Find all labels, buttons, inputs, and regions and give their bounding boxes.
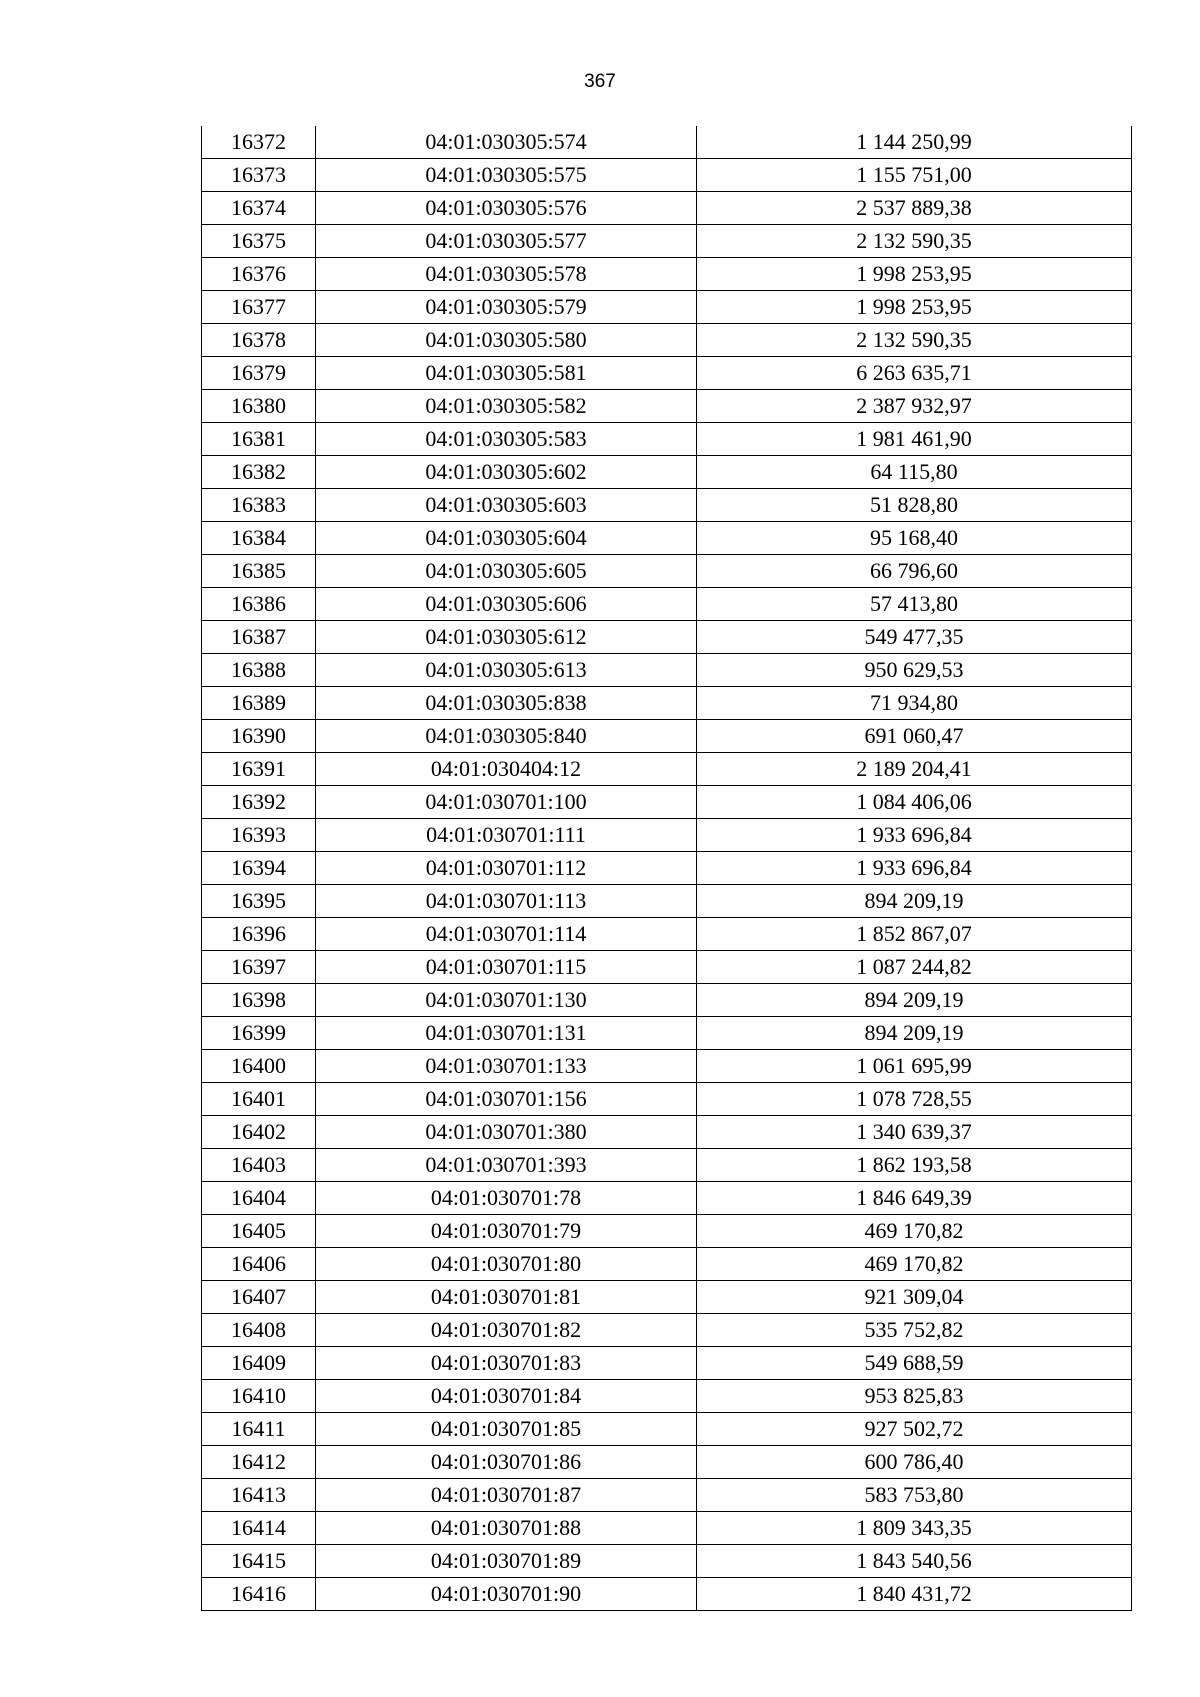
row-number-cell: 16411 [202,1413,316,1446]
cadastral-number-cell: 04:01:030701:79 [316,1215,697,1248]
row-number-cell: 16390 [202,720,316,753]
row-number-cell: 16408 [202,1314,316,1347]
row-number-cell: 16413 [202,1479,316,1512]
row-number-cell: 16409 [202,1347,316,1380]
cadastral-number-cell: 04:01:030305:577 [316,225,697,258]
row-number-cell: 16381 [202,423,316,456]
row-number-cell: 16380 [202,390,316,423]
value-cell: 469 170,82 [697,1215,1132,1248]
cadastral-number-cell: 04:01:030305:606 [316,588,697,621]
value-cell: 71 934,80 [697,687,1132,720]
cadastral-number-cell: 04:01:030305:838 [316,687,697,720]
table-row [202,357,1132,390]
table-row [202,654,1132,687]
value-cell: 6 263 635,71 [697,357,1132,390]
cadastral-number-cell: 04:01:030701:115 [316,951,697,984]
table-row [202,522,1132,555]
row-number-cell: 16384 [202,522,316,555]
row-number-cell: 16410 [202,1380,316,1413]
value-cell: 1 061 695,99 [697,1050,1132,1083]
value-cell: 1 981 461,90 [697,423,1132,456]
value-cell: 600 786,40 [697,1446,1132,1479]
cadastral-number-cell: 04:01:030305:575 [316,159,697,192]
value-cell: 1 998 253,95 [697,291,1132,324]
cadastral-number-cell: 04:01:030701:112 [316,852,697,885]
table-row [202,1116,1132,1149]
value-cell: 57 413,80 [697,588,1132,621]
cadastral-number-cell: 04:01:030701:131 [316,1017,697,1050]
row-number-cell: 16395 [202,885,316,918]
table-row [202,555,1132,588]
value-cell: 51 828,80 [697,489,1132,522]
row-number-cell: 16406 [202,1248,316,1281]
cadastral-number-cell: 04:01:030701:100 [316,786,697,819]
row-number-cell: 16404 [202,1182,316,1215]
row-number-cell: 16398 [202,984,316,1017]
row-number-cell: 16382 [202,456,316,489]
table-row [202,687,1132,720]
table-row [202,456,1132,489]
value-cell: 950 629,53 [697,654,1132,687]
cadastral-number-cell: 04:01:030305:583 [316,423,697,456]
cadastral-number-cell: 04:01:030305:612 [316,621,697,654]
table-row [202,1017,1132,1050]
row-number-cell: 16375 [202,225,316,258]
table-body [202,126,1132,1611]
cadastral-number-cell: 04:01:030305:605 [316,555,697,588]
table-row [202,489,1132,522]
table-row [202,1380,1132,1413]
value-cell: 1 852 867,07 [697,918,1132,951]
table-row [202,1281,1132,1314]
table-row [202,984,1132,1017]
cadastral-number-cell: 04:01:030701:133 [316,1050,697,1083]
value-cell: 1 078 728,55 [697,1083,1132,1116]
cadastral-number-cell: 04:01:030305:576 [316,192,697,225]
table-row [202,324,1132,357]
cadastral-value-table [201,126,1132,1611]
table-row [202,1248,1132,1281]
value-cell: 95 168,40 [697,522,1132,555]
row-number-cell: 16414 [202,1512,316,1545]
row-number-cell: 16376 [202,258,316,291]
row-number-cell: 16373 [202,159,316,192]
row-number-cell: 16387 [202,621,316,654]
table-row [202,1545,1132,1578]
row-number-cell: 16383 [202,489,316,522]
cadastral-number-cell: 04:01:030701:380 [316,1116,697,1149]
value-cell: 1 998 253,95 [697,258,1132,291]
cadastral-number-cell: 04:01:030305:613 [316,654,697,687]
value-cell: 894 209,19 [697,885,1132,918]
row-number-cell: 16378 [202,324,316,357]
cadastral-number-cell: 04:01:030701:84 [316,1380,697,1413]
row-number-cell: 16412 [202,1446,316,1479]
value-cell: 894 209,19 [697,984,1132,1017]
row-number-cell: 16396 [202,918,316,951]
row-number-cell: 16374 [202,192,316,225]
cadastral-number-cell: 04:01:030701:80 [316,1248,697,1281]
cadastral-number-cell: 04:01:030701:78 [316,1182,697,1215]
value-cell: 2 387 932,97 [697,390,1132,423]
table-row [202,1413,1132,1446]
row-number-cell: 16386 [202,588,316,621]
value-cell: 64 115,80 [697,456,1132,489]
row-number-cell: 16394 [202,852,316,885]
table-row [202,1314,1132,1347]
row-number-cell: 16402 [202,1116,316,1149]
cadastral-number-cell: 04:01:030701:130 [316,984,697,1017]
table-row [202,1479,1132,1512]
cadastral-number-cell: 04:01:030701:156 [316,1083,697,1116]
cadastral-number-cell: 04:01:030305:604 [316,522,697,555]
value-cell: 469 170,82 [697,1248,1132,1281]
row-number-cell: 16416 [202,1578,316,1611]
table-row [202,1446,1132,1479]
table-row [202,720,1132,753]
row-number-cell: 16379 [202,357,316,390]
cadastral-number-cell: 04:01:030305:574 [316,126,697,159]
value-cell: 549 688,59 [697,1347,1132,1380]
cadastral-number-cell: 04:01:030701:87 [316,1479,697,1512]
cadastral-number-cell: 04:01:030305:580 [316,324,697,357]
value-cell: 583 753,80 [697,1479,1132,1512]
value-cell: 927 502,72 [697,1413,1132,1446]
cadastral-number-cell: 04:01:030305:602 [316,456,697,489]
cadastral-number-cell: 04:01:030305:603 [316,489,697,522]
value-cell: 894 209,19 [697,1017,1132,1050]
value-cell: 2 189 204,41 [697,753,1132,786]
value-cell: 2 132 590,35 [697,225,1132,258]
cadastral-number-cell: 04:01:030701:85 [316,1413,697,1446]
cadastral-number-cell: 04:01:030305:579 [316,291,697,324]
value-cell: 921 309,04 [697,1281,1132,1314]
table-row [202,192,1132,225]
cadastral-number-cell: 04:01:030701:393 [316,1149,697,1182]
row-number-cell: 16389 [202,687,316,720]
value-cell: 1 846 649,39 [697,1182,1132,1215]
value-cell: 953 825,83 [697,1380,1132,1413]
table-row [202,621,1132,654]
table-row [202,258,1132,291]
table-row [202,951,1132,984]
table-row [202,753,1132,786]
table-row [202,852,1132,885]
value-cell: 1 933 696,84 [697,852,1132,885]
row-number-cell: 16372 [202,126,316,159]
value-cell: 691 060,47 [697,720,1132,753]
row-number-cell: 16403 [202,1149,316,1182]
table-row [202,291,1132,324]
row-number-cell: 16401 [202,1083,316,1116]
value-cell: 1 862 193,58 [697,1149,1132,1182]
table-row [202,1578,1132,1611]
value-cell: 1 840 431,72 [697,1578,1132,1611]
row-number-cell: 16407 [202,1281,316,1314]
value-cell: 549 477,35 [697,621,1132,654]
value-cell: 1 809 343,35 [697,1512,1132,1545]
table-row [202,1512,1132,1545]
value-cell: 1 933 696,84 [697,819,1132,852]
row-number-cell: 16397 [202,951,316,984]
row-number-cell: 16399 [202,1017,316,1050]
table-row [202,1182,1132,1215]
cadastral-number-cell: 04:01:030701:81 [316,1281,697,1314]
cadastral-number-cell: 04:01:030701:113 [316,885,697,918]
table-row [202,126,1132,159]
row-number-cell: 16400 [202,1050,316,1083]
table-row [202,1347,1132,1380]
cadastral-number-cell: 04:01:030701:86 [316,1446,697,1479]
row-number-cell: 16405 [202,1215,316,1248]
value-cell: 1 087 244,82 [697,951,1132,984]
table-row [202,1050,1132,1083]
cadastral-number-cell: 04:01:030701:83 [316,1347,697,1380]
cadastral-number-cell: 04:01:030701:82 [316,1314,697,1347]
value-cell: 1 144 250,99 [697,126,1132,159]
table-row [202,819,1132,852]
row-number-cell: 16415 [202,1545,316,1578]
table-row [202,885,1132,918]
cadastral-number-cell: 04:01:030404:12 [316,753,697,786]
cadastral-number-cell: 04:01:030701:89 [316,1545,697,1578]
table-row [202,1083,1132,1116]
cadastral-number-cell: 04:01:030701:114 [316,918,697,951]
value-cell: 535 752,82 [697,1314,1132,1347]
cadastral-number-cell: 04:01:030305:582 [316,390,697,423]
table-row [202,1149,1132,1182]
value-cell: 1 155 751,00 [697,159,1132,192]
table-row [202,786,1132,819]
cadastral-number-cell: 04:01:030701:90 [316,1578,697,1611]
row-number-cell: 16388 [202,654,316,687]
page-number: 367 [584,71,616,92]
table-row [202,390,1132,423]
value-cell: 66 796,60 [697,555,1132,588]
cadastral-number-cell: 04:01:030701:88 [316,1512,697,1545]
row-number-cell: 16393 [202,819,316,852]
table-row [202,1215,1132,1248]
cadastral-number-cell: 04:01:030305:840 [316,720,697,753]
value-cell: 1 340 639,37 [697,1116,1132,1149]
cadastral-number-cell: 04:01:030701:111 [316,819,697,852]
value-cell: 2 132 590,35 [697,324,1132,357]
table-row [202,588,1132,621]
value-cell: 1 084 406,06 [697,786,1132,819]
row-number-cell: 16377 [202,291,316,324]
table-row [202,159,1132,192]
table-row [202,225,1132,258]
row-number-cell: 16391 [202,753,316,786]
table-row [202,423,1132,456]
row-number-cell: 16392 [202,786,316,819]
cadastral-number-cell: 04:01:030305:578 [316,258,697,291]
table-row [202,918,1132,951]
row-number-cell: 16385 [202,555,316,588]
value-cell: 2 537 889,38 [697,192,1132,225]
cadastral-number-cell: 04:01:030305:581 [316,357,697,390]
value-cell: 1 843 540,56 [697,1545,1132,1578]
